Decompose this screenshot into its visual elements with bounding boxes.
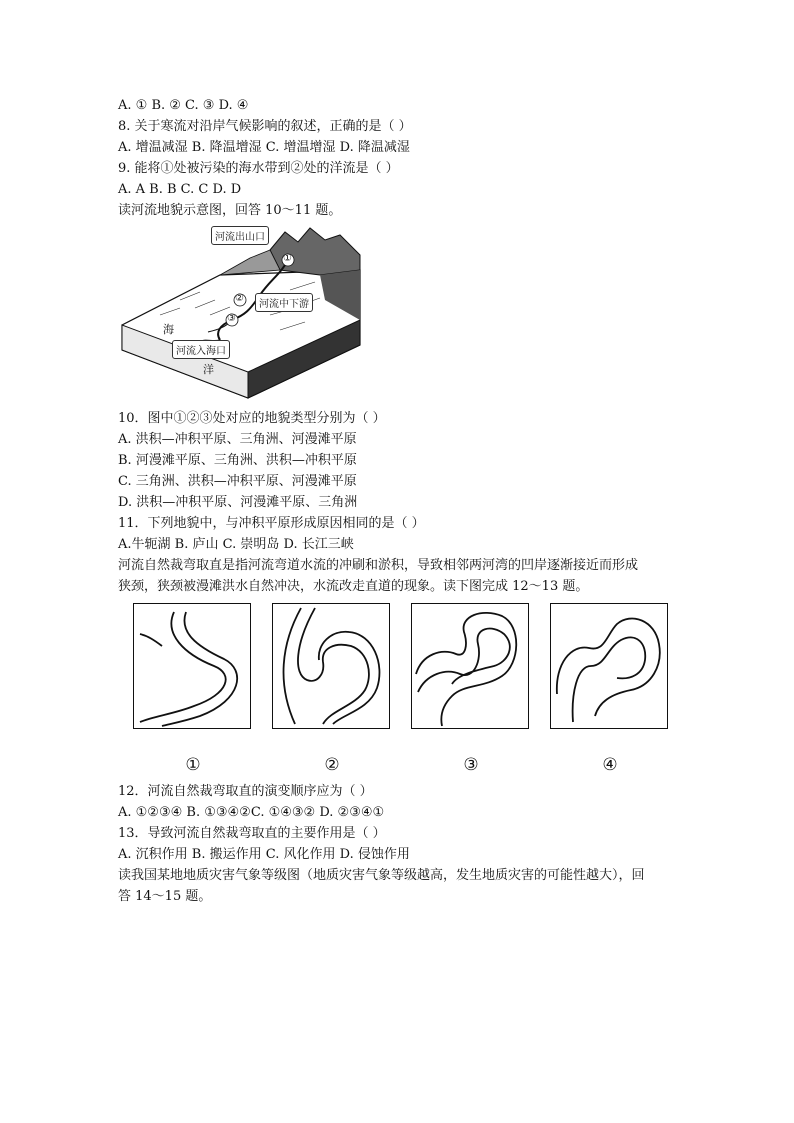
sea-label-1: 海 — [163, 323, 174, 336]
question-8: 8. 关于寒流对沿岸气候影响的叙述，正确的是（ ） — [118, 119, 412, 134]
answer-options-12: A. ①②③④ B. ①③④②C. ①④③② D. ②③④① — [118, 805, 385, 820]
landform-illustration — [120, 220, 365, 400]
question-13: 13．导致河流自然裁弯取直的主要作用是（ ） — [118, 826, 386, 841]
question-9: 9. 能将①处被污染的海水带到②处的洋流是（ ） — [118, 161, 399, 176]
answer-options-7: A. ① B. ② C. ③ D. ④ — [118, 98, 249, 113]
answer-options-9: A. A B. B C. C D. D — [118, 182, 242, 197]
label-river-outlet: 河流出山口 — [211, 226, 269, 245]
marker-3: ③ — [227, 313, 236, 324]
question-11: 11．下列地貌中，与冲积平原形成原因相同的是（ ） — [118, 516, 425, 531]
answer-options-11: A.牛轭湖 B. 庐山 C. 崇明岛 D. 长江三峡 — [118, 537, 354, 552]
marker-2: ② — [235, 293, 244, 304]
label-river-mouth: 河流入海口 — [172, 340, 230, 359]
instruction-14-15-part2: 答 14～15 题。 — [118, 889, 212, 904]
question-10: 10．图中①②③处对应的地貌类型分别为（ ） — [118, 411, 386, 426]
paragraph-meander-1: 河流自然裁弯取直是指河流弯道水流的冲刷和淤积，导致相邻两河湾的凹岸逐渐接近而形成 — [118, 558, 639, 573]
meander-caption-3: ③ — [463, 755, 479, 775]
answer-options-13: A. 沉积作用 B. 搬运作用 C. 风化作用 D. 侵蚀作用 — [118, 847, 410, 862]
paragraph-meander-2: 狭颈，狭颈被漫滩洪水自然冲决，水流改走直道的现象。读下图完成 12～13 题。 — [118, 579, 589, 594]
meander-panel-2 — [272, 603, 390, 729]
meander-panel-3 — [411, 603, 529, 729]
sea-label-2: 洋 — [203, 363, 214, 376]
meander-panel-4 — [550, 603, 668, 729]
meander-caption-4: ④ — [602, 755, 618, 775]
label-river-middle: 河流中下游 — [255, 293, 313, 312]
instruction-10-11: 读河流地貌示意图，回答 10～11 题。 — [118, 203, 342, 218]
meander-caption-2: ② — [324, 755, 340, 775]
option-10c: C. 三角洲、洪积—冲积平原、河漫滩平原 — [118, 474, 357, 489]
question-12: 12．河流自然裁弯取直的演变顺序应为（ ） — [118, 784, 373, 799]
option-10a: A. 洪积—冲积平原、三角洲、河漫滩平原 — [118, 432, 357, 447]
instruction-14-15-part1: 读我国某地地质灾害气象等级图（地质灾害气象等级越高，发生地质灾害的可能性越大），回 — [118, 868, 645, 883]
answer-options-8: A. 增温减湿 B. 降温增湿 C. 增温增湿 D. 降温减湿 — [118, 140, 410, 155]
river-landform-diagram — [120, 220, 365, 400]
meander-panel-1 — [133, 603, 251, 729]
option-10d: D. 洪积—冲积平原、河漫滩平原、三角洲 — [118, 495, 358, 510]
option-10b: B. 河漫滩平原、三角洲、洪积—冲积平原 — [118, 453, 357, 468]
meander-caption-1: ① — [185, 755, 201, 775]
marker-1: ① — [283, 253, 292, 264]
